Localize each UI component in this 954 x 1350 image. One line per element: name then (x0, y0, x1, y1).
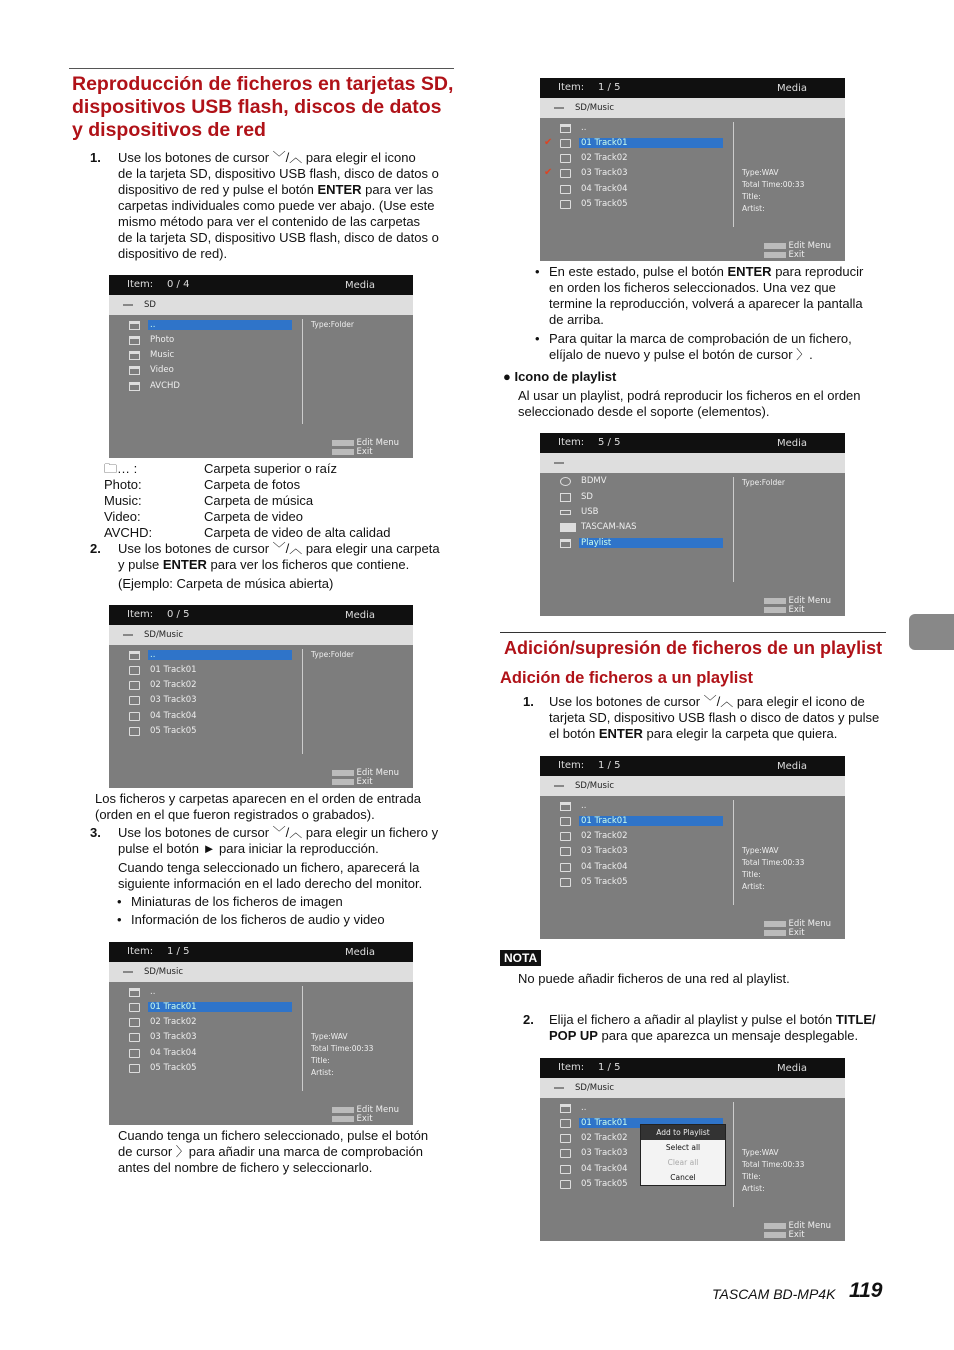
note-text: No puede añadir ficheros de una red al playlist. (518, 971, 790, 986)
music-file-icon (129, 727, 140, 736)
music-file-icon (560, 1165, 571, 1174)
music-file-icon (560, 863, 571, 872)
usb-icon (560, 510, 571, 515)
folder-icon (560, 539, 571, 548)
music-file-icon (129, 681, 140, 690)
network-drive-icon (560, 523, 576, 532)
section-title: Adición/supresión de ficheros de un playlist (504, 638, 883, 658)
screen-music-folder: Item: 0 / 5 Media SD/Music .. 01 Track01 02 Track02 03 Track03 04 Track04 05 Track05 Type:Folder Edit Menu Exit (109, 605, 413, 788)
music-file-icon (560, 185, 571, 194)
music-file-icon (129, 1064, 140, 1073)
music-file-icon (129, 1049, 140, 1058)
disc-icon (560, 477, 571, 486)
order-note: Los ficheros y carpetas aparecen en el orden de entrada (orden en el que fueron registrados o grabados). (95, 791, 421, 822)
subsection-title: Adición de ficheros a un playlist (500, 669, 754, 687)
menu-item-cancel[interactable]: Cancel (670, 1173, 696, 1182)
chapter-tab (909, 614, 954, 650)
bullet-continuation: elíjalo de nuevo y pulse el botón de cursor 〉. (549, 347, 813, 362)
music-file-icon (129, 696, 140, 705)
music-file-icon (560, 1180, 571, 1189)
bullet-item: • En este estado, pulse el botón ENTER para reproducir (549, 264, 889, 280)
folder-icon (560, 1104, 571, 1113)
playlist-heading: ● Icono de playlist (503, 369, 617, 384)
page-number: 119 (849, 1279, 883, 1302)
music-file-icon (560, 154, 571, 163)
music-file-icon (560, 169, 571, 178)
step-2-text: Elija el fichero a añadir al playlist y pulse el botón TITLE/ POP UP para que aparezca un mensaje desplegable. (549, 1012, 876, 1043)
music-file-icon (129, 666, 140, 675)
folder-icon (129, 321, 140, 330)
folder-icon (129, 382, 140, 391)
music-file-icon (560, 1134, 571, 1143)
screen-popup-menu: Item: 1 / 5 Media SD/Music .. 01 Track01 02 Track02 03 Track03 04 Track04 05 Track05 Type:WAV Total Time:00:33 Title: Artist: Add to Playlist Select all Clear all Cancel Edit Menu Exit (540, 1058, 845, 1241)
sd-card-icon (560, 493, 571, 502)
step-number: 2. (523, 1012, 534, 1027)
music-file-icon (129, 1018, 140, 1027)
folder-icon (560, 802, 571, 811)
music-file-icon (560, 1149, 571, 1158)
menu-item-select-all[interactable]: Select all (665, 1143, 701, 1152)
screen-sd-root: Item: 0 / 4 Media SD .. Photo Music Video AVCHD Type:Folder Edit Menu Exit (109, 275, 413, 458)
step-number: 1. (90, 150, 101, 165)
popup-menu[interactable] (640, 1124, 726, 1186)
bullet-continuation: en orden los ficheros seleccionados. Una vez que termine la reproducción, volverá a aparecer la pantalla de arriba. (549, 280, 863, 327)
check-icon: ✔ (544, 137, 553, 148)
folder-icon (129, 351, 140, 360)
step-number: 2. (90, 541, 101, 556)
footer-brand: TASCAM BD-MP4K (712, 1286, 836, 1302)
bullet-item: • Miniaturas de los ficheros de imagen (131, 894, 343, 910)
music-file-icon (560, 139, 571, 148)
step-2-text: Use los botones de cursor ﹀/︿ para elegir una carpeta y pulse ENTER para ver los ficheros que contiene. (Ejemplo: Carpeta de música abierta) (118, 541, 440, 591)
folder-icon (560, 124, 571, 133)
music-file-icon (560, 847, 571, 856)
music-file-icon (129, 1003, 140, 1012)
step-1-text: Use los botones de cursor ﹀/︿ para elegir el icono de tarjeta SD, dispositivo USB flash o disco de datos y pulse el botón ENTER para elegir la carpeta que quiera. (549, 694, 880, 741)
bullet-item: • Información de los ficheros de audio y video (131, 912, 385, 928)
check-icon: ✔ (544, 167, 553, 178)
step-number: 1. (523, 694, 534, 709)
playlist-text: Al usar un playlist, podrá reproducir los ficheros en el orden seleccionado desde el soporte (elementos). (518, 388, 861, 419)
screen-tracks-checked: Item: 1 / 5 Media SD/Music .. ✔ 01 Track01 02 Track02 ✔ 03 Track03 04 Track04 05 Track05 Type:WAV Total Time:00:33 Title: Artist: Edit Menu Exit (540, 78, 845, 261)
folder-icon (129, 651, 140, 660)
screen-media-root: Item: 5 / 5 Media BDMV SD USB TASCAM-NAS Playlist Type:Folder Edit Menu Exit (540, 433, 845, 616)
music-file-icon (560, 817, 571, 826)
screen-music-folder-2: Item: 1 / 5 Media SD/Music .. 01 Track01 02 Track02 03 Track03 04 Track04 05 Track05 Type:WAV Total Time:00:33 Title: Artist: Edit Menu Exit (540, 756, 845, 939)
menu-item-clear-all[interactable]: Clear all (667, 1158, 699, 1167)
after-text: Cuando tenga un fichero seleccionado, pulse el botón de cursor 〉para añadir una marca de comprobación antes del nombre de fichero y seleccionarlo. (118, 1128, 429, 1175)
folder-icon (129, 366, 140, 375)
legend: 🗀… : Carpeta superior o raíz Photo: Carpeta de fotos Music: Carpeta de música Video: Carpeta de video AVCHD: Carpeta de video de alta calidad (104, 461, 391, 540)
screen-track-selected: Item: 1 / 5 Media SD/Music .. 01 Track01 02 Track02 03 Track03 04 Track04 05 Track05 Type:WAV Total Time:00:33 Title: Artist: Edit Menu Exit (109, 942, 413, 1125)
step-number: 3. (90, 825, 101, 840)
note-badge: NOTA (500, 950, 541, 966)
folder-icon (129, 988, 140, 997)
step-1-text: Use los botones de cursor ﹀/︿ para elegir el icono de la tarjeta SD, dispositivo USB flash, disco de datos o dispositivo de red y pulse el botón ENTER para ver las carpetas individuales como puede ver abajo. (Use este mismo método para ver el contenido de las carpetas de la tarjeta SD, dispositivo USB flash, disco de datos o dispositivo de red). (118, 150, 439, 261)
music-file-icon (129, 712, 140, 721)
music-file-icon (560, 200, 571, 209)
step-3-text: Use los botones de cursor ﹀/︿ para elegir un fichero y pulse el botón ► para iniciar la reproducción. Cuando tenga seleccionado un fichero, aparecerá la siguiente información en el lado derecho del monitor. (118, 825, 439, 891)
section-title: Reproducción de ficheros en tarjetas SD, dispositivos USB flash, discos de datos y dispositivos de red (72, 73, 454, 141)
music-file-icon (560, 1119, 571, 1128)
folder-icon (129, 336, 140, 345)
menu-item-add-to-playlist[interactable]: Add to Playlist (641, 1125, 725, 1140)
music-file-icon (129, 1033, 140, 1042)
music-file-icon (560, 878, 571, 887)
bullet-item: • Para quitar la marca de comprobación de un fichero, (549, 331, 889, 347)
music-file-icon (560, 832, 571, 841)
